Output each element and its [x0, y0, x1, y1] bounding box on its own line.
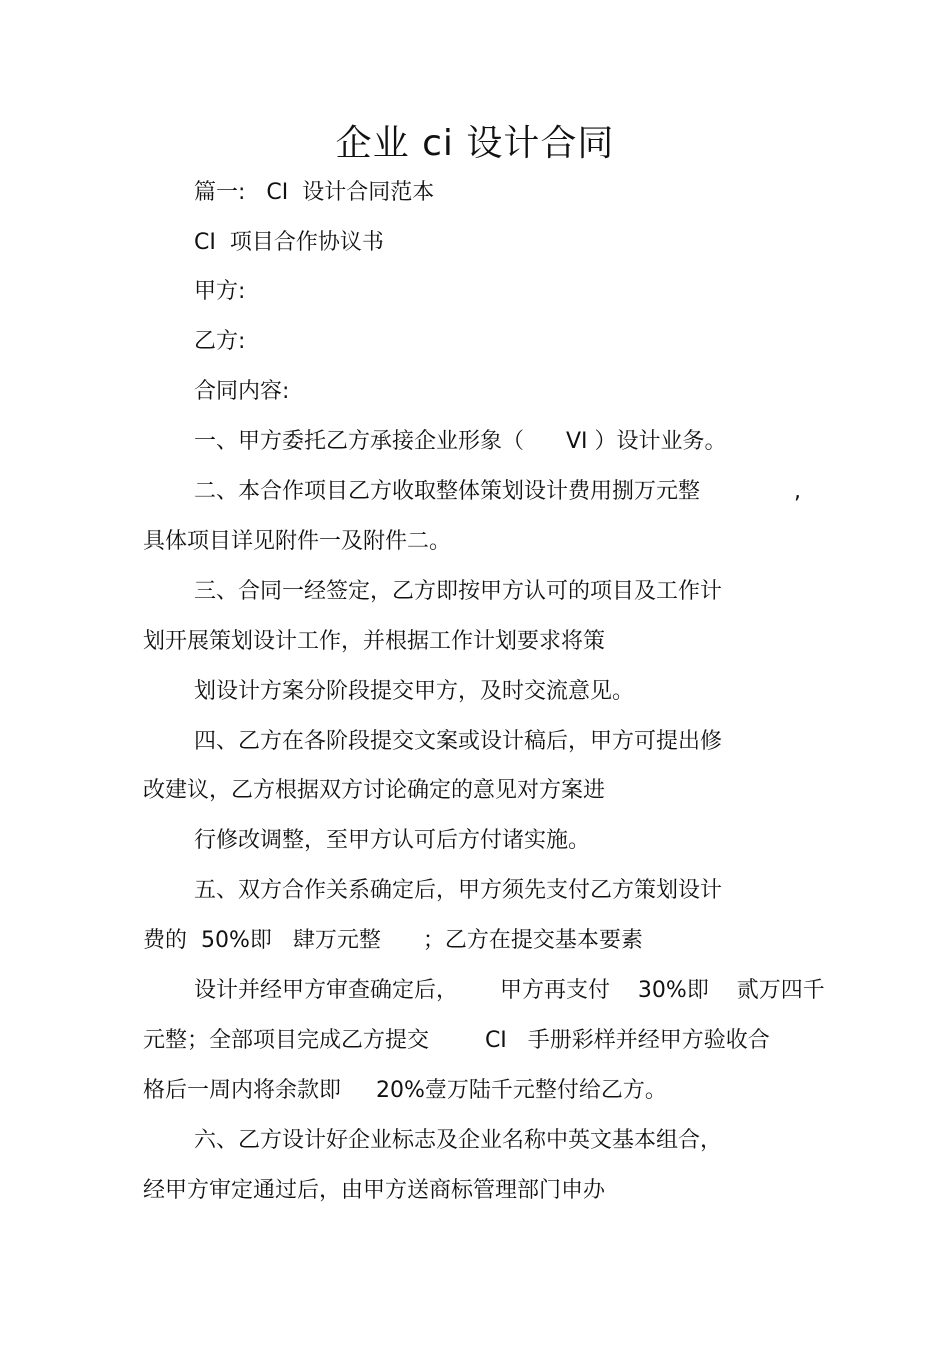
text-line: 一、甲方委托乙方承接企业形象（ VI ）设计业务。: [194, 429, 727, 454]
text-line: 经甲方审定通过后，由甲方送商标管理部门申办: [143, 1178, 606, 1203]
text-line: 划设计方案分阶段提交甲方，及时交流意见。: [194, 679, 635, 704]
text-line: 元整；全部项目完成乙方提交 CI 手册彩样并经甲方验收合: [143, 1028, 770, 1053]
text-line: 乙方:: [194, 329, 246, 354]
text-line: 合同内容:: [194, 379, 290, 404]
document-title: 企业 ci 设计合同: [335, 123, 615, 164]
text-line: 二、本合作项目乙方收取整体策划设计费用捌万元整: [194, 479, 701, 504]
text-line: 改建议，乙方根据双方讨论确定的意见对方案进: [143, 778, 606, 803]
text-line: 六、乙方设计好企业标志及企业名称中英文基本组合，: [194, 1128, 723, 1153]
text-line: 四、乙方在各阶段提交文案或设计稿后，甲方可提出修: [194, 729, 723, 754]
text-line: 甲方:: [194, 279, 246, 304]
text-line: 三、合同一经签定，乙方即按甲方认可的项目及工作计: [194, 579, 723, 604]
text-line: 篇一: CI 设计合同范本: [194, 180, 435, 205]
text-line: CI 项目合作协议书: [194, 230, 384, 255]
text-line: 具体项目详见附件一及附件二。: [143, 529, 452, 554]
text-line: 行修改调整，至甲方认可后方付诸实施。: [194, 828, 591, 853]
text-line: 划开展策划设计工作，并根据工作计划要求将策: [143, 629, 606, 654]
text-line: ,: [794, 479, 801, 504]
text-line: 格后一周内将余款即 20%壹万陆千元整付给乙方。: [143, 1078, 667, 1103]
text-line: 费的 50%即 肆万元整 ；乙方在提交基本要素: [143, 928, 643, 953]
text-line: 五、双方合作关系确定后，甲方须先支付乙方策划设计: [194, 878, 723, 903]
text-line: 设计并经甲方审查确定后， 甲方再支付 30%即 贰万四千: [194, 978, 825, 1003]
